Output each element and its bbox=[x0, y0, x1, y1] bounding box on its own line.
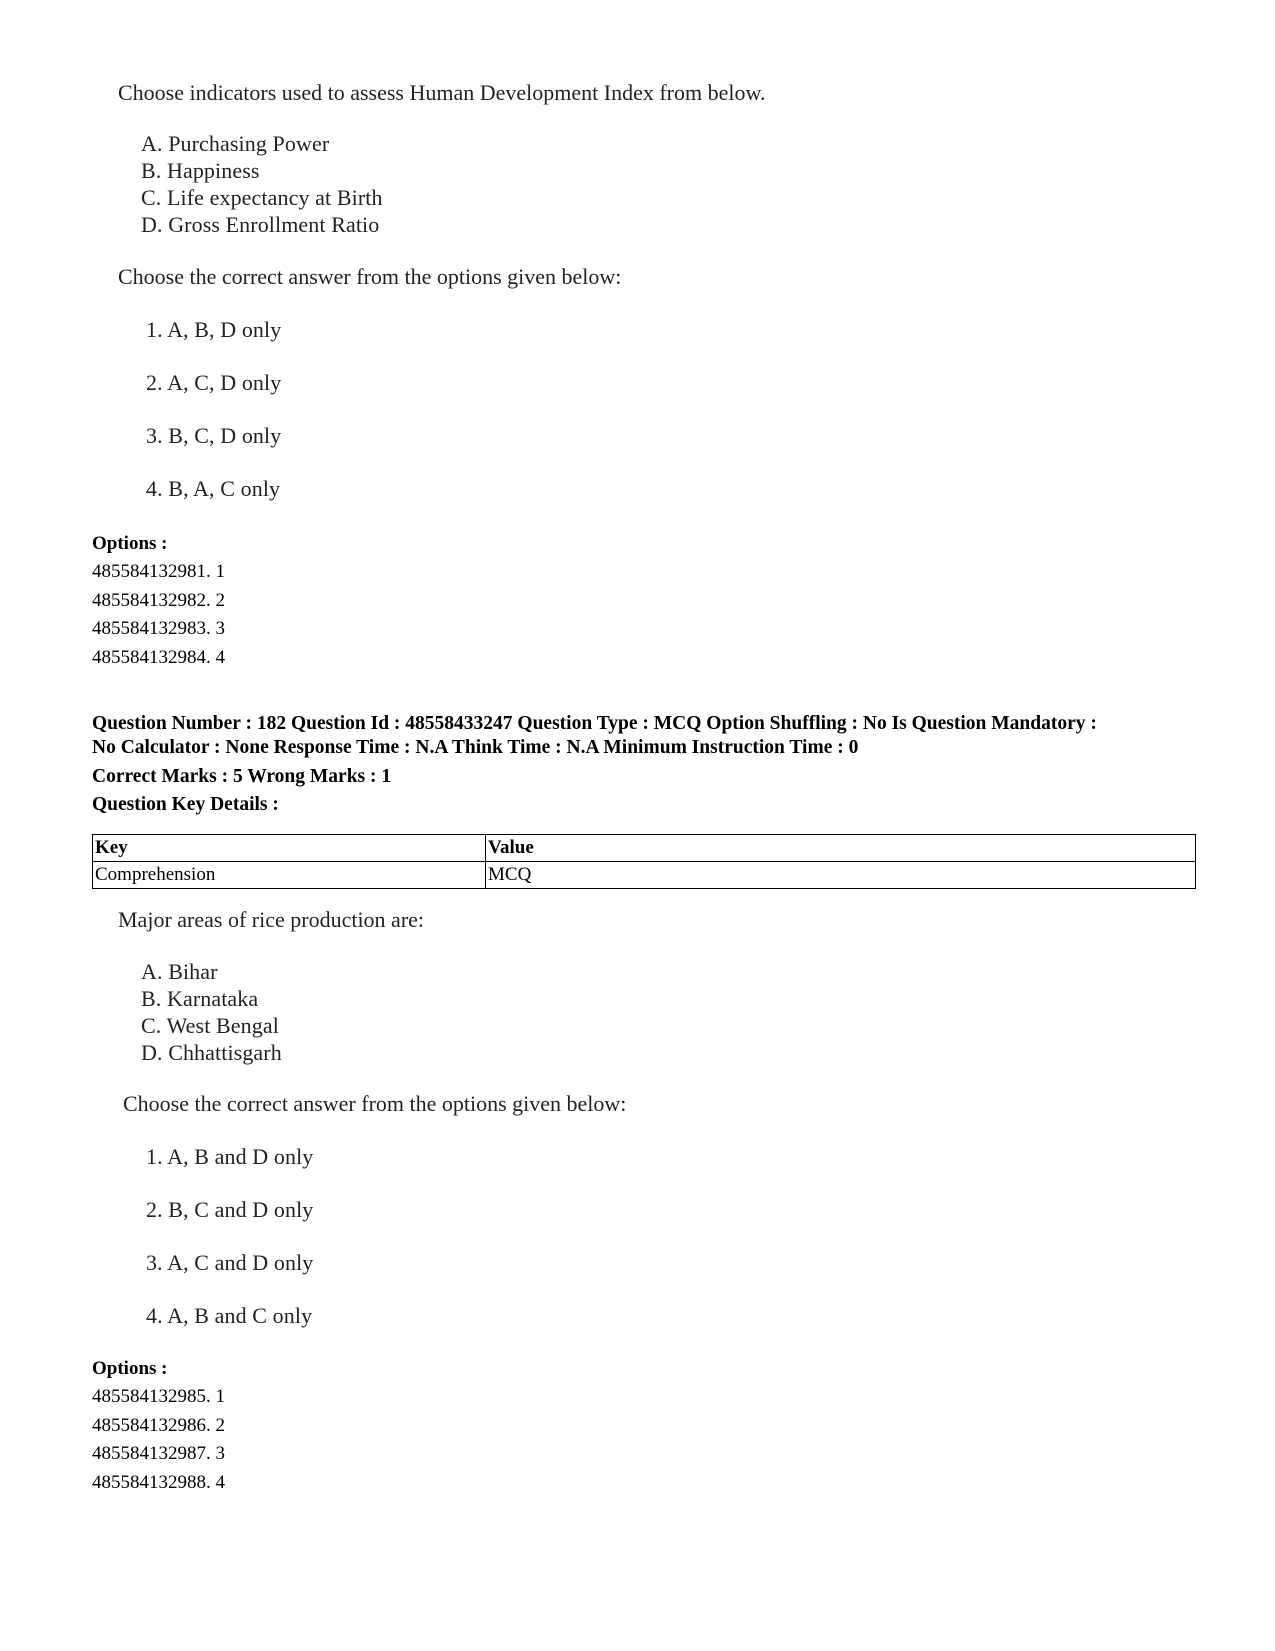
q181-choice-1: 1. A, B, D only bbox=[146, 317, 282, 342]
q182-choice-2: 2. B, C and D only bbox=[146, 1197, 314, 1222]
q181-options-label: Options : bbox=[92, 533, 168, 554]
q181-choice-3: 3. B, C, D only bbox=[146, 423, 282, 448]
question-181-statement: Choose indicators used to assess Human Development Index from below. bbox=[118, 80, 766, 105]
q182-options-label: Options : bbox=[92, 1358, 168, 1379]
q182-choice-3: 3. A, C and D only bbox=[146, 1250, 314, 1275]
q182-choice-1: 1. A, B and D only bbox=[146, 1144, 314, 1169]
key-cell: Comprehension bbox=[93, 862, 486, 889]
q182-option-1: 485584132985. 1 bbox=[92, 1386, 225, 1407]
q182-item-c: C. West Bengal bbox=[141, 1013, 279, 1038]
q181-option-2: 485584132982. 2 bbox=[92, 590, 225, 611]
key-column-header: Key bbox=[93, 835, 486, 862]
q181-option-3: 485584132983. 3 bbox=[92, 618, 225, 639]
value-column-header: Value bbox=[486, 835, 1196, 862]
q182-meta-line1: Question Number : 182 Question Id : 48558433247 Question Type : MCQ Option Shuffling : No Is Question Mandatory : bbox=[92, 713, 1097, 734]
q181-instruction: Choose the correct answer from the options given below: bbox=[118, 264, 622, 289]
q182-item-b: B. Karnataka bbox=[141, 986, 259, 1011]
q182-key-details-label: Question Key Details : bbox=[92, 794, 279, 815]
q182-item-d: D. Chhattisgarh bbox=[141, 1040, 282, 1065]
q181-choice-2: 2. A, C, D only bbox=[146, 370, 282, 395]
q181-item-a: A. Purchasing Power bbox=[141, 131, 330, 156]
q182-item-a: A. Bihar bbox=[141, 959, 218, 984]
q182-option-3: 485584132987. 3 bbox=[92, 1443, 225, 1464]
q181-item-b: B. Happiness bbox=[141, 158, 260, 183]
q181-choice-4: 4. B, A, C only bbox=[146, 476, 281, 501]
q181-option-1: 485584132981. 1 bbox=[92, 561, 225, 582]
q181-item-d: D. Gross Enrollment Ratio bbox=[141, 212, 380, 237]
q182-marks: Correct Marks : 5 Wrong Marks : 1 bbox=[92, 766, 392, 787]
q182-option-4: 485584132988. 4 bbox=[92, 1472, 225, 1493]
q182-meta-line2: No Calculator : None Response Time : N.A Think Time : N.A Minimum Instruction Time : 0 bbox=[92, 737, 859, 758]
table-row bbox=[93, 862, 1196, 889]
q182-instruction: Choose the correct answer from the options given below: bbox=[123, 1091, 627, 1116]
value-cell: MCQ bbox=[486, 862, 1196, 889]
q182-choice-4: 4. A, B and C only bbox=[146, 1303, 313, 1328]
q182-option-2: 485584132986. 2 bbox=[92, 1415, 225, 1436]
q181-item-c: C. Life expectancy at Birth bbox=[141, 185, 383, 210]
q181-option-4: 485584132984. 4 bbox=[92, 647, 225, 668]
key-table-header-row bbox=[93, 835, 1196, 862]
question-key-table bbox=[92, 834, 1196, 889]
question-182-statement: Major areas of rice production are: bbox=[118, 907, 425, 932]
